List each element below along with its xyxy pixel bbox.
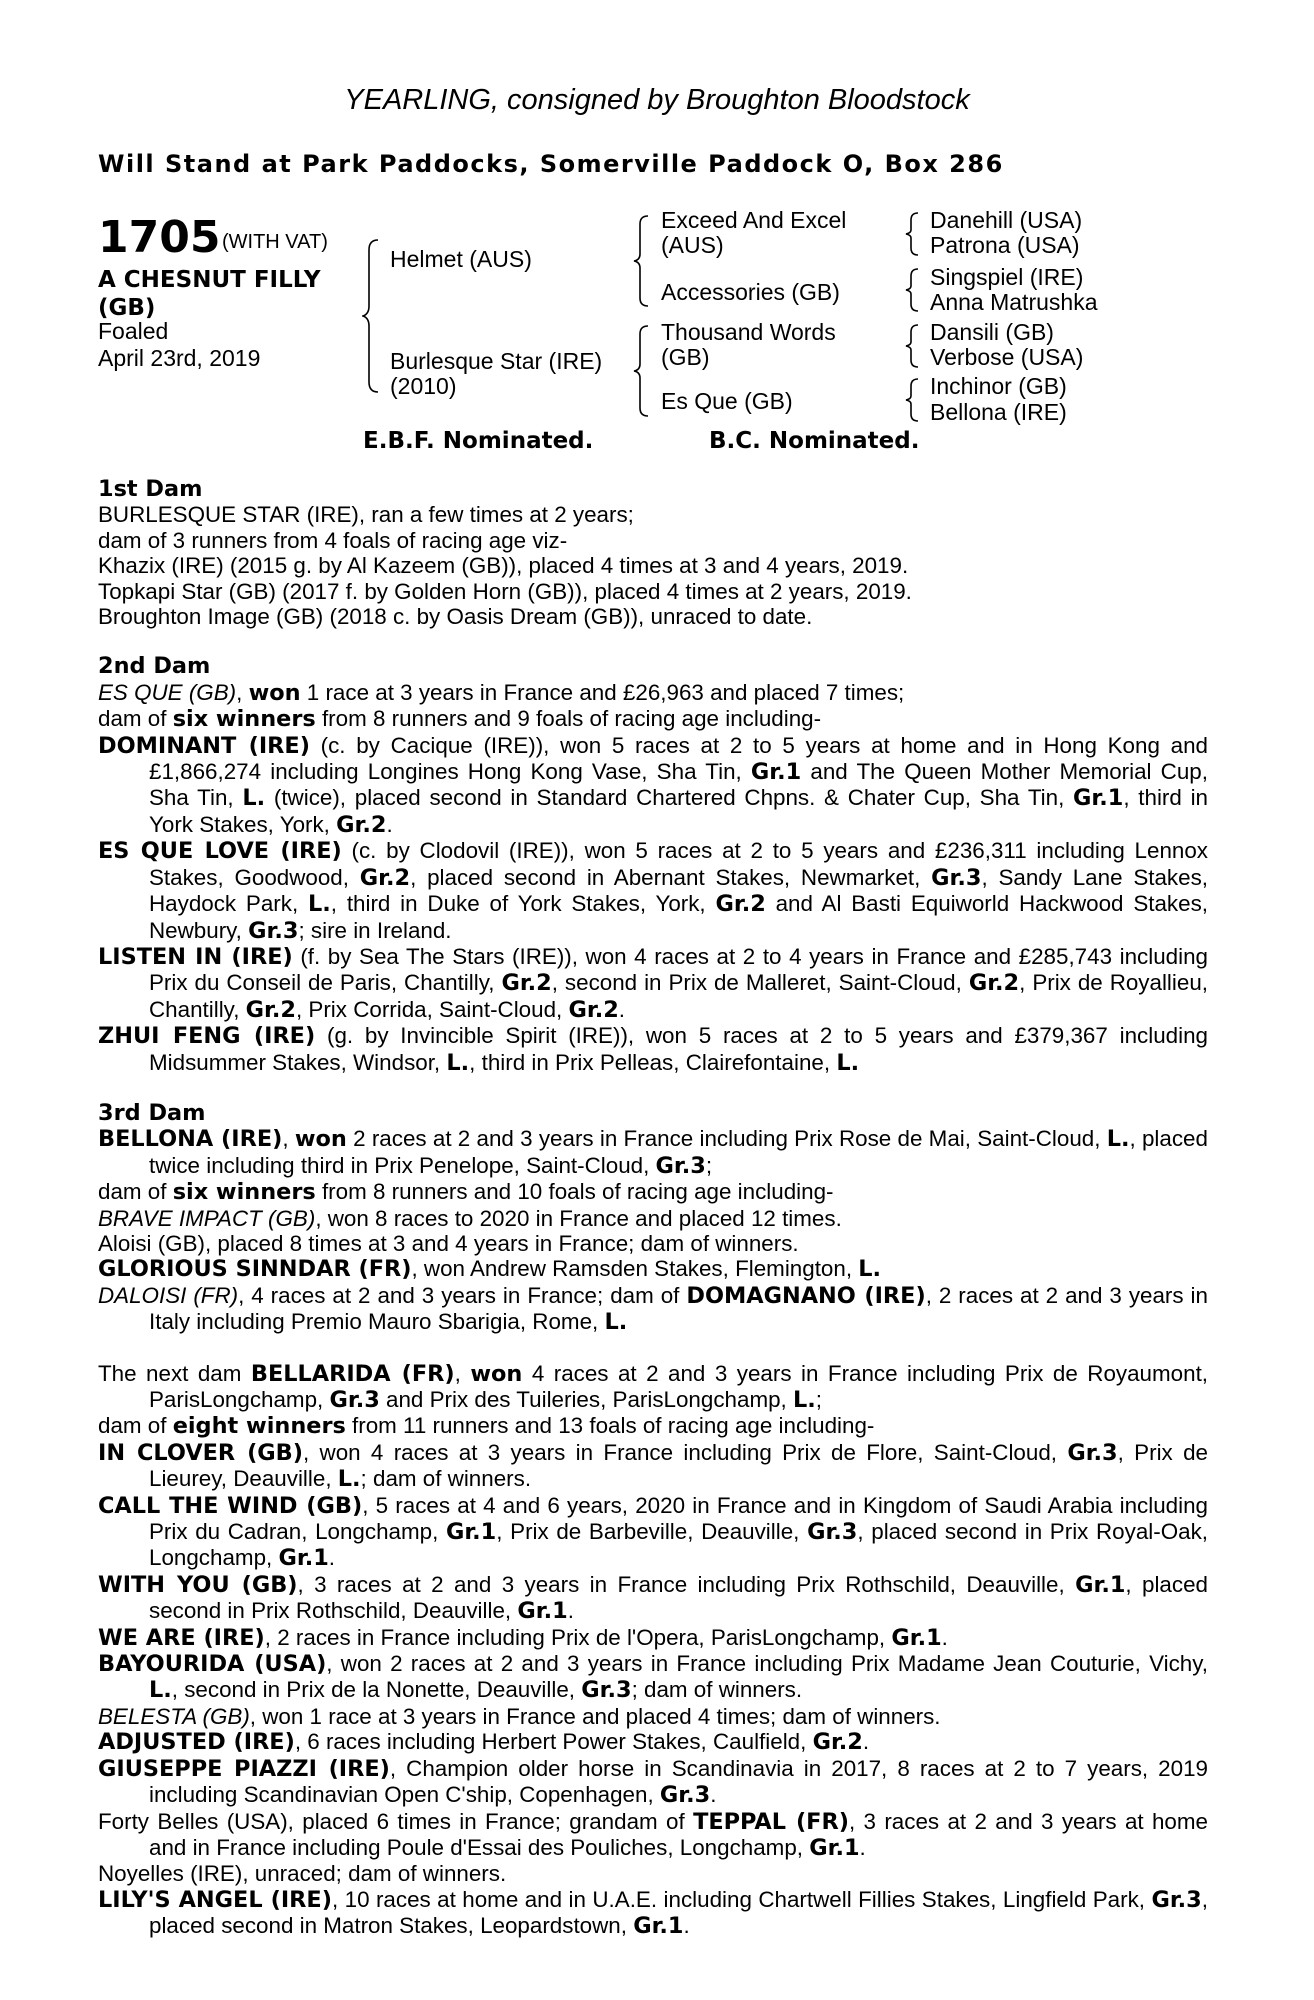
grade: L. (858, 1256, 882, 1283)
horse-name: BAYOURIDA (USA) (98, 1651, 327, 1678)
pedigree-dam-sire (661, 320, 836, 370)
record-text: (f. by Sea The Stars (IRE)), won 4 races at 2 to 4 years in France and £285,743 including Prix du Conseil de Paris, Chantilly, (149, 943, 1208, 996)
grade: Gr.3 (581, 1677, 632, 1704)
grade: Gr.1 (750, 759, 802, 786)
pedigree-sss: Danehill (USA) (930, 207, 1083, 233)
pedigree-bracket-dd (904, 376, 920, 424)
dam-produce-records (98, 477, 1208, 1940)
record-text: , second in Prix de la Nonette, Deauville, (171, 1677, 582, 1703)
horse-name: BRAVE IMPACT (GB) (98, 1205, 316, 1231)
produce-daloisi (98, 1283, 1208, 1336)
foaled-info (98, 318, 260, 372)
record-text: , 2 races at 2 and 3 years in Italy including Premio Mauro Sbarigia, Rome, (149, 1282, 1208, 1335)
pedigree-dam-dam: Es Que (GB) (661, 388, 793, 414)
record-text: , 4 races at 2 and 3 years in France; dam of (238, 1282, 687, 1308)
horse-name: BELLARIDA (FR) (250, 1360, 455, 1387)
grade: Gr.2 (715, 891, 766, 918)
grade: Gr.1 (809, 1834, 860, 1861)
produce-aloisi: Aloisi (GB), placed 8 times at 3 and 4 years in France; dam of winners. (98, 1230, 799, 1256)
pedigree-ds-country: (GB) (661, 344, 710, 370)
pedigree-bracket-ss (904, 210, 920, 258)
second-dam-name: ES QUE (GB) (98, 679, 237, 705)
produce-we-are (98, 1625, 1208, 1651)
first-dam-line: BURLESQUE STAR (IRE), ran a few times at 2 years; (98, 502, 634, 528)
grade: Gr.2 (968, 970, 1020, 997)
record-text: ; (705, 1152, 713, 1178)
produce-listen-in (98, 944, 1208, 1023)
record-text: , won 2 races at 2 and 3 years in France including Prix Madame Jean Couturie, Vichy, (326, 1651, 1208, 1677)
record-text: , placed second in Prix Rothschild, Deauville, (149, 1571, 1208, 1624)
horse-name: GIUSEPPE PIAZZI (IRE) (98, 1755, 390, 1782)
runners-text: from 8 runners and 9 foals of racing age including- (315, 706, 822, 732)
grade: Gr.3 (1151, 1886, 1202, 1913)
record-text: , third in Prix Pelleas, Clairefontaine, (469, 1049, 837, 1075)
pedigree-ss-name: Exceed And Excel (661, 207, 847, 233)
pedigree-dss: Dansili (GB) (930, 319, 1054, 345)
first-dam-summary: dam of 3 runners from 4 foals of racing age viz- (98, 527, 568, 553)
third-dam-heading: 3rd Dam (98, 1099, 206, 1126)
foaled-label: Foaled (98, 318, 169, 344)
record-text: . (618, 996, 626, 1022)
record-text: , 10 races at home and in U.A.E. including Chartwell Fillies Stakes, Lingfield Park, (331, 1886, 1152, 1912)
grade: Gr.3 (655, 1152, 706, 1179)
record-text: (g. by Invincible Spirit (IRE)), won 5 races at 2 to 5 years and £379,367 including Midsummer Stakes, Windsor, (149, 1023, 1208, 1075)
runners-text: from 8 runners and 10 foals of racing age including- (315, 1179, 834, 1205)
record-text: The next dam (98, 1360, 251, 1386)
horse-name: ADJUSTED (IRE) (98, 1729, 295, 1756)
first-dam-section (98, 477, 1208, 629)
grade: Gr.3 (659, 1782, 711, 1809)
horse-name: GLORIOUS SINNDAR (FR) (98, 1256, 412, 1283)
grade: Gr.2 (359, 864, 411, 891)
record-text: Forty Belles (USA), placed 6 times in France; grandam of (98, 1808, 694, 1834)
grade: Gr.2 (501, 970, 552, 997)
record-text: . (710, 1782, 717, 1808)
grade: Gr.1 (633, 1913, 684, 1940)
record-text: , won 8 races to 2020 in France and placed 12 times. (315, 1205, 842, 1231)
produce-khazix: Khazix (IRE) (2015 g. by Al Kazeem (GB)), placed 4 times at 3 and 4 years, 2019. (98, 553, 909, 579)
consignor-line: YEARLING, consigned by Broughton Bloodstock (344, 84, 970, 116)
produce-topkapi-star: Topkapi Star (GB) (2017 f. by Golden Horn (GB)), placed 4 times at 2 years, 2019. (98, 578, 912, 604)
produce-call-the-wind (98, 1493, 1208, 1572)
produce-noyelles: Noyelles (IRE), unraced; dam of winners. (98, 1861, 507, 1887)
horse-name: IN CLOVER (GB) (98, 1439, 303, 1466)
pedigree-bracket-sd (904, 266, 920, 314)
pedigree-dds: Inchinor (GB) (930, 373, 1067, 399)
grade: L. (604, 1309, 628, 1336)
record-text: , Prix de Barbeville, Deauville, (496, 1519, 808, 1545)
horse-name: DOMAGNANO (IRE) (686, 1282, 926, 1309)
grade: Gr.3 (807, 1519, 858, 1546)
pedigree-dam-year: (2010) (390, 373, 457, 399)
record-text: , second in Prix de Malleret, Saint-Cloud, (551, 970, 969, 996)
produce-zhui-feng (98, 1023, 1208, 1076)
horse-name: BELESTA (GB) (98, 1703, 250, 1729)
dam-of-text: dam of (98, 706, 173, 732)
winners-count: six winners (172, 1179, 316, 1206)
record-text: and Al Basti Equiworld Hackwood Stakes, Newbury, (149, 891, 1208, 943)
record-text: , 2 races in France including Prix de l'Opera, ParisLongchamp, (264, 1624, 892, 1650)
second-dam-line: ES QUE (GB), won 1 race at 3 years in France and £26,963 and placed 7 times; (98, 679, 905, 706)
grade: Gr.1 (1075, 1571, 1126, 1598)
horse-name: LILY'S ANGEL (IRE) (98, 1886, 332, 1913)
pedigree-ddd: Bellona (IRE) (930, 399, 1067, 425)
grade: L. (337, 1466, 361, 1493)
pedigree-sire-dam: Accessories (GB) (661, 279, 840, 305)
pedigree-bracket-dam (633, 322, 651, 420)
grade: L. (149, 1677, 172, 1704)
record-text: . (567, 1598, 574, 1624)
record-text: , 3 races at 2 and 3 years in France including Prix Rothschild, Deauville, (297, 1571, 1076, 1597)
produce-glorious-sinndar (98, 1256, 1208, 1282)
pedigree-sire-sire (661, 208, 846, 258)
grade: Gr.1 (1073, 785, 1124, 812)
stabling-line: Will Stand at Park Paddocks, Somerville Paddock O, Box 286 (98, 150, 1004, 178)
record-text: , placed second in Prix Royal-Oak, Longchamp, (149, 1519, 1208, 1571)
grade: L. (793, 1387, 816, 1413)
record-text: ; dam of winners. (631, 1677, 803, 1703)
record-text: , placed second in Abernant Stakes, Newmarket, (410, 864, 932, 890)
record-text: , third in York Stakes, York, (149, 785, 1208, 837)
foaled-date: April 23rd, 2019 (98, 345, 261, 371)
record-text: (twice), placed second in Standard Chartered Chpns. & Chater Cup, Sha Tin, (265, 785, 1074, 811)
record-text: , won 1 race at 3 years in France and placed 4 times; dam of winners. (249, 1703, 941, 1729)
record-text: , Prix de Royallieu, Chantilly, (149, 970, 1209, 1022)
horse-name: ES QUE LOVE (IRE) (98, 838, 342, 865)
horse-name: WITH YOU (GB) (98, 1571, 298, 1598)
grade: Gr.3 (329, 1387, 380, 1413)
pedigree-bracket-sire (633, 212, 651, 310)
next-dam-line: The next dam BELLARIDA (FR), won 4 races at 2 and 3 years in France including Prix de Royaumont, ParisLongchamp, Gr.3 and Prix des Tuileries, ParisLongchamp, L.; (98, 1360, 1209, 1413)
produce-adjusted (98, 1729, 1208, 1755)
pedigree-ss-country: (AUS) (661, 232, 724, 258)
winners-count: eight winners (172, 1413, 346, 1440)
produce-giuseppe-piazzi (98, 1756, 1208, 1809)
grade: L. (446, 1049, 470, 1076)
pedigree-ssd: Patrona (USA) (930, 232, 1080, 258)
pedigree-dsd: Verbose (USA) (930, 344, 1084, 370)
second-dam-heading: 2nd Dam (98, 653, 211, 680)
record-text: , 6 races including Herbert Power Stakes, Caulfield, (294, 1729, 813, 1755)
produce-lilys-angel (98, 1887, 1208, 1940)
horse-name: ZHUI FENG (IRE) (98, 1023, 316, 1050)
horse-name: WE ARE (IRE) (98, 1624, 265, 1651)
second-dam-intro: 1 race at 3 years in France and £26,963 and placed 7 times; (300, 679, 905, 705)
grade: Gr.2 (812, 1729, 863, 1756)
grade: Gr.1 (517, 1598, 568, 1625)
lot-description (98, 266, 368, 322)
record-text: , Sandy Lane Stakes, Haydock Park, (149, 864, 1208, 917)
grade: L. (836, 1049, 860, 1076)
record-text: . (941, 1624, 948, 1650)
dam-of-text: dam of (98, 1179, 173, 1205)
third-dam-line: BELLONA (IRE), won 2 races at 2 and 3 years in France including Prix Rose de Mai, Saint-Cloud, L., placed twice including third in Prix Penelope, Saint-Cloud, Gr.3; (98, 1126, 1208, 1179)
record-text: (c. by Clodovil (IRE)), won 5 races at 2 to 5 years and £236,311 including Lennox Stakes, Goodwood, (149, 838, 1208, 890)
record-text: ; dam of winners. (360, 1466, 532, 1492)
grade: Gr.3 (931, 864, 982, 891)
produce-dominant (98, 733, 1208, 839)
grade: Gr.3 (1067, 1439, 1118, 1466)
pedigree-sdd: Anna Matrushka (930, 289, 1098, 315)
record-text: 4 races at 2 and 3 years in France including Prix de Royaumont, ParisLongchamp, (149, 1360, 1209, 1412)
produce-forty-belles (98, 1809, 1208, 1862)
grade: Gr.2 (568, 996, 619, 1023)
record-text: , won 4 races at 3 years in France including Prix de Flore, Saint-Cloud, (302, 1439, 1068, 1465)
record-text: ; sire in Ireland. (298, 917, 452, 943)
bc-nominated: B.C. Nominated. (709, 428, 920, 454)
won-label: won (248, 679, 301, 706)
horse-name: BELLONA (IRE) (98, 1126, 283, 1153)
second-dam-section (98, 654, 1208, 1076)
record-text: , Prix de Lieurey, Deauville, (149, 1439, 1208, 1492)
sex-line-2: (GB) (98, 295, 156, 321)
grade: Gr.1 (445, 1519, 497, 1546)
record-text: , third in Duke of York Stakes, York, (330, 891, 716, 917)
third-dam-summary (98, 1179, 1208, 1205)
third-dam-section (98, 1101, 1208, 1336)
next-dam-section (98, 1361, 1208, 1940)
first-dam-heading: 1st Dam (98, 476, 203, 502)
produce-brave-impact (98, 1206, 1208, 1231)
pedigree-sire: Helmet (AUS) (390, 246, 532, 272)
lot-number: 1705 (98, 212, 221, 263)
grade: L. (308, 891, 331, 918)
record-text: . (386, 811, 393, 837)
record-text: , 5 races at 4 and 6 years, 2020 in France and in Kingdom of Saudi Arabia including Prix du Cadran, Longchamp, (149, 1492, 1208, 1545)
record-text: and The Queen Mother Memorial Cup, Sha Tin, (149, 759, 1208, 811)
horse-name: DALOISI (FR) (98, 1282, 239, 1308)
produce-bayourida (98, 1651, 1208, 1704)
record-text: , 3 races at 2 and 3 years at home and in France including Poule d'Essai des Pouliches, Longchamp, (149, 1808, 1208, 1860)
record-text: . (328, 1545, 336, 1571)
grade: L. (1106, 1126, 1130, 1153)
horse-name: DOMINANT (IRE) (98, 732, 310, 759)
dam-of-text: dam of (98, 1413, 173, 1439)
record-text: (c. by Cacique (IRE)), won 5 races at 2 to 5 years at home and in Hong Kong and £1,866,274 including Longines Hong Kong Vase, Sha Tin, (149, 732, 1208, 785)
horse-name: CALL THE WIND (GB) (98, 1492, 363, 1519)
record-text: . (862, 1729, 870, 1755)
produce-with-you (98, 1572, 1208, 1625)
next-dam-summary (98, 1413, 1208, 1439)
pedigree-bracket-gen1 (362, 236, 382, 396)
vat-note: (WITH VAT) (222, 231, 328, 253)
record-text: and Prix des Tuileries, ParisLongchamp, (379, 1387, 793, 1412)
won-label: won (294, 1126, 347, 1153)
record-text: , Prix Corrida, Saint-Cloud, (295, 996, 569, 1022)
record-text: , placed twice including third in Prix Penelope, Saint-Cloud, (149, 1126, 1208, 1178)
sex-line-1: A CHESNUT FILLY (98, 267, 321, 293)
pedigree-dam-name: Burlesque Star (IRE) (390, 348, 603, 374)
ebf-nominated: E.B.F. Nominated. (363, 428, 594, 454)
grade: Gr.2 (245, 996, 296, 1023)
record-text: 2 races at 2 and 3 years in France including Prix Rose de Mai, Saint-Cloud, (346, 1126, 1107, 1152)
grade: Gr.2 (336, 811, 387, 838)
horse-name: LISTEN IN (IRE) (98, 943, 293, 970)
record-text: , won Andrew Ramsden Stakes, Flemington, (411, 1256, 859, 1282)
runners-text: from 11 runners and 13 foals of racing age including- (345, 1413, 875, 1439)
horse-name: TEPPAL (FR) (693, 1808, 849, 1835)
record-text: , Champion older horse in Scandinavia in 2017, 8 races at 2 to 7 years, 2019 including Scandinavian Open C'ship, Copenhagen, (149, 1755, 1208, 1808)
second-dam-summary (98, 706, 1208, 732)
winners-count: six winners (172, 706, 316, 733)
record-text: ; (815, 1387, 823, 1412)
produce-es-que-love (98, 838, 1208, 944)
pedigree-sds: Singspiel (IRE) (930, 264, 1084, 290)
grade: Gr.1 (278, 1545, 329, 1572)
grade: L. (242, 785, 266, 812)
record-text: . (859, 1834, 866, 1860)
record-text: . (683, 1913, 690, 1939)
produce-broughton-image: Broughton Image (GB) (2018 c. by Oasis Dream (GB)), unraced to date. (98, 604, 813, 630)
produce-belesta (98, 1704, 1208, 1729)
pedigree-dam (390, 349, 602, 399)
record-text: , placed second in Matron Stakes, Leopardstown, (149, 1886, 1208, 1939)
won-label: won (470, 1360, 523, 1387)
grade: Gr.1 (891, 1624, 942, 1651)
pedigree-ds-name: Thousand Words (661, 319, 836, 345)
pedigree-bracket-ds (904, 322, 920, 370)
grade: Gr.3 (248, 917, 299, 944)
produce-in-clover (98, 1440, 1208, 1493)
